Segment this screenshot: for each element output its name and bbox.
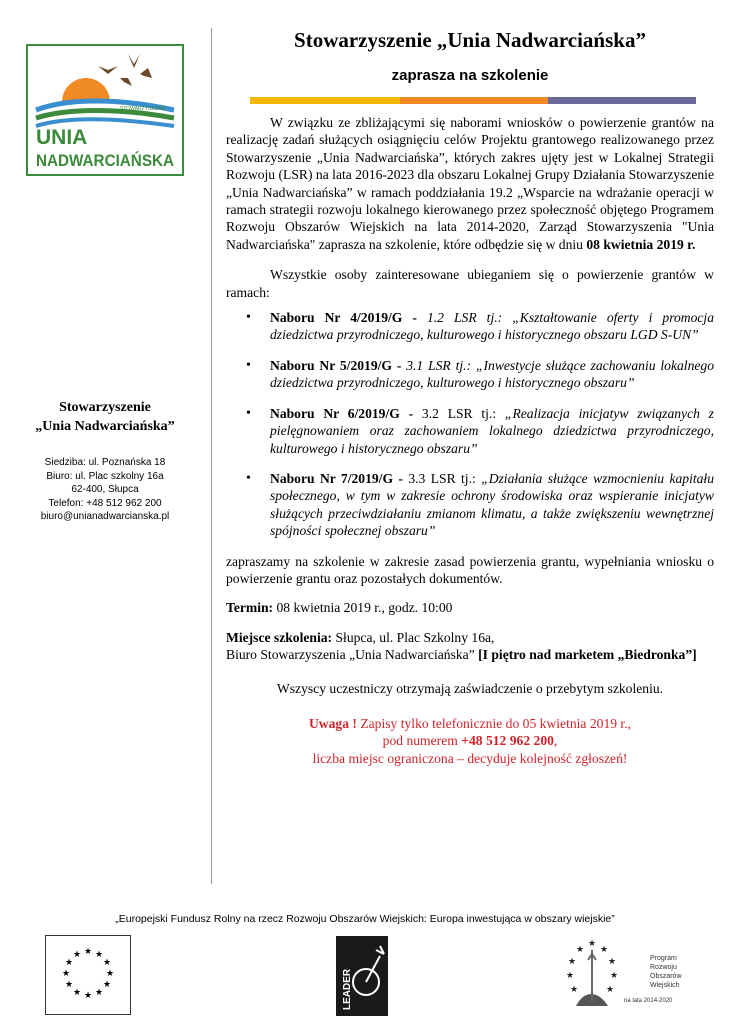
list-item: • Naboru Nr 5/2019/G - 3.1 LSR tj.: „Inwestycje służące zachowaniu lokalnego dziedzictwa przyrodniczego, kulturowego i historycznego obszaru”	[226, 357, 714, 392]
svg-text:LEADER: LEADER	[342, 968, 353, 1010]
certificate-note: Wszyscy uczestniczy otrzymają zaświadczenie o przebytym szkoleniu.	[276, 680, 664, 696]
color-bars	[250, 97, 696, 104]
invite-paragraph: zapraszamy na szkolenie w zakresie zasad powierzenia grantu, wypełniania wniosku o powierzenie grantu oraz pozostałych dokumentów.	[226, 553, 714, 586]
svg-text:★: ★	[569, 985, 579, 995]
svg-text:Program: Program	[650, 955, 677, 962]
list-item: • Naboru Nr 4/2019/G - 1.2 LSR tj.: „Kształtowanie oferty i promocja dziedzictwa przyrodniczego, kulturowego i historycznego obszaru LGD S-UN”	[226, 309, 714, 344]
leader-graphic	[336, 936, 388, 1016]
eu-flag-logo	[45, 935, 131, 1015]
svg-text:★: ★	[64, 958, 74, 968]
prow-graphic	[562, 930, 692, 1020]
miejsce: Miejsce szkolenia: Słupca, ul. Plac Szkolny 16a, Biuro Stowarzyszenia „Unia Nadwarciańska” [I piętro nad marketem „Biedronka”]	[226, 629, 697, 663]
svg-text:★: ★	[575, 945, 585, 955]
svg-text:UNIA: UNIA	[36, 126, 88, 149]
leader-logo	[336, 936, 388, 1016]
sidebar-title: Stowarzyszenie „Unia Nadwarciańska”	[35, 400, 175, 434]
svg-text:★: ★	[607, 957, 617, 967]
intro-paragraph: W związku ze zbliżającymi się naborami wniosków o powierzenie grantów na realizację zadań służących osiągnięciu celów Projektu grantowego realizowanego przez Stowarzyszenie „Unia Nadwarciańska”, których zakres ujęty jest w Lokalnej Strategii Rozwoju (LSR) na lata 2016-2023 dla obszaru Lokalnej Grupy Działania Stowarzyszenie „Unia Nadwarciańska” w ramach poddziałania 19.2 „Wsparcie na wdrażanie operacji w ramach strategii rozwoju lokalnego kierowanego przez społeczność objętego Programem Rozwoju Obszarów Wiejskich na lata 2014-2020, Zarząd Stowarzyszenia "Unia Nadwarciańska" zaprasza na szkolenie, które odbędzie się w dniu 08 kwietnia 2019 r.	[226, 115, 714, 252]
svg-text:Obszarów: Obszarów	[650, 973, 682, 980]
termin: Termin: 08 kwietnia 2019 r., godz. 10:00	[226, 600, 453, 616]
svg-text:NADWARCIAŃSKA: NADWARCIAŃSKA	[36, 151, 174, 170]
vertical-divider	[211, 28, 212, 884]
svg-text:★: ★	[102, 958, 112, 968]
svg-text:★: ★	[609, 971, 619, 981]
interested-paragraph: Wszystkie osoby zainteresowane ubieganiem się o powierzenie grantów w ramach:	[226, 267, 714, 300]
svg-text:★: ★	[83, 947, 93, 957]
svg-text:★: ★	[587, 939, 597, 949]
svg-text:STOWARZYSZENIE: STOWARZYSZENIE	[120, 106, 167, 112]
svg-text:★: ★	[565, 971, 575, 981]
page-subtitle: zaprasza na szkolenie	[391, 67, 549, 84]
svg-text:★: ★	[61, 969, 71, 979]
color-bar-yellow	[250, 97, 400, 104]
svg-text:Rozwoju: Rozwoju	[650, 964, 677, 971]
svg-text:★: ★	[64, 980, 74, 990]
uwaga-block: Uwaga ! Zapisy tylko telefonicznie do 05 kwietnia 2019 r., pod numerem +48 512 962 200, liczba miejsc ograniczona – decyduje kolejność zgłoszeń!	[308, 715, 632, 766]
logo-graphic	[28, 46, 182, 174]
svg-text:★: ★	[72, 988, 82, 998]
sidebar-contact	[26, 398, 184, 524]
address-seat: Siedziba: ul. Poznańska 18	[44, 457, 166, 468]
svg-text:★: ★	[83, 991, 93, 1001]
email-link[interactable]: biuro@unianadwarcianska.pl	[40, 511, 170, 522]
list-item: • Naboru Nr 7/2019/G - 3.3 LSR tj.: „Działania służące wzmocnieniu kapitału społecznego, w tym w zakresie ochrony środowiska oraz wspieranie inicjatyw służących przeciwdziałaniu zmianom klimatu, a także zwiększeniu wewnętrznej spójności społecznej obszaru”	[226, 470, 714, 540]
svg-text:★: ★	[72, 950, 82, 960]
address-office: Biuro: ul. Plac szkolny 16a	[46, 470, 164, 482]
unia-nadwarcianska-logo	[26, 44, 184, 176]
list-item: • Naboru Nr 6/2019/G - 3.2 LSR tj.: „Realizacja inicjatyw związanych z pielęgnowaniem oraz zachowaniem lokalnego dziedzictwa przyrodniczego, kulturowego i historycznego obszaru”	[226, 405, 714, 457]
footer-funding-text: „Europejski Fundusz Rolny na rzecz Rozwoju Obszarów Wiejskich: Europa inwestująca w obszary wiejskie”	[115, 913, 615, 925]
nabory-list	[226, 309, 714, 539]
svg-text:★: ★	[94, 950, 104, 960]
eu-stars-icon	[46, 936, 130, 1014]
svg-text:Wiejskich: Wiejskich	[650, 982, 680, 989]
color-bar-orange	[400, 97, 548, 104]
svg-text:★: ★	[102, 980, 112, 990]
svg-text:★: ★	[105, 969, 115, 979]
phone: Telefon: +48 512 962 200	[48, 497, 162, 509]
prow-logo	[562, 930, 692, 1020]
main-content	[226, 114, 714, 767]
color-bar-purple	[548, 97, 696, 104]
svg-text:★: ★	[94, 988, 104, 998]
svg-text:★: ★	[567, 957, 577, 967]
page-title: Stowarzyszenie „Unia Nadwarciańska”	[294, 28, 646, 52]
address-city: 62-400, Słupca	[71, 484, 139, 495]
svg-text:★: ★	[605, 985, 615, 995]
contact-block	[26, 456, 184, 524]
svg-text:★: ★	[599, 945, 609, 955]
svg-text:na lata 2014-2020: na lata 2014-2020	[624, 998, 673, 1004]
